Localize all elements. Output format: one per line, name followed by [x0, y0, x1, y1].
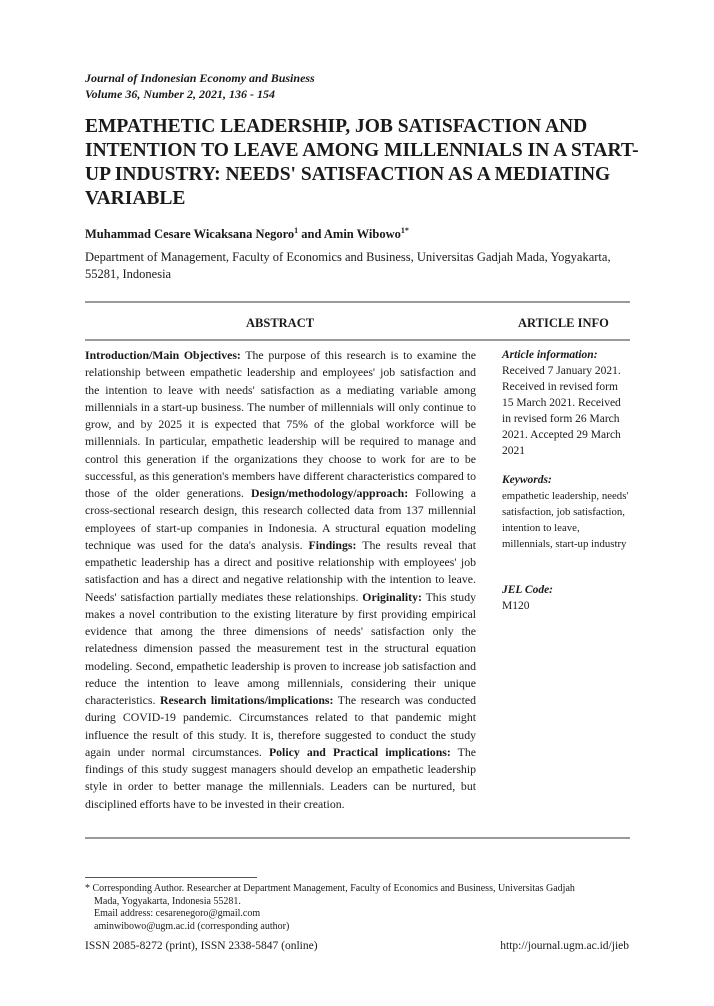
footnote [85, 883, 645, 933]
abstract-text: Following a cross-sectional research design, this research collected data from 137 millennial employees of start-up companies in Indonesia. A structural equation modeling technique was used for the data's analysis. [85, 486, 476, 552]
affiliation: Department of Management, Faculty of Economics and Business, Universitas Gadjah Mada, Yogyakarta, 55281, Indonesia [85, 250, 611, 281]
footnote-rule [85, 877, 257, 878]
abstract-text: The results reveal that empathetic leadership has a direct and positive relationship with employees' job satisfaction and has a direct and negative relationship with the intention to leave. Needs' satisfaction partially mediates these relationships. [85, 537, 476, 604]
section-divider [85, 339, 630, 341]
author-name: Muhammad Cesare Wicaksana Negoro [85, 227, 295, 242]
author-affiliation-mark: 1 [294, 226, 299, 235]
abstract-text: The purpose of this research is to examine the relationship between empathetic leadership and employees' job satisfaction and the intention to leave with needs' satisfaction as a mediating variable among millennials in a start-up business. The number of millennials will only continue to grow, and by 2025 it is expected that 75% of the global workforce will be millennials. In particular, empathetic leadership will be required to manage and control this generation if the organizations they choose to work for are to be successful, as this generation's members have different characteristics compared to those of the older generations. [85, 348, 476, 500]
abstract-label: Originality: [362, 589, 422, 604]
footnote-line: * Corresponding Author. Researcher at Department Management, Faculty of Economics and Business, Universitas Gadjah [85, 883, 575, 894]
footnote-line: Mada, Yogyakarta, Indonesia 55281. [94, 895, 241, 907]
journal-header [85, 70, 315, 102]
footnote-email: aminwibowo@ugm.ac.id (corresponding author) [94, 920, 290, 932]
abstract-label: Research limitations/implications: [160, 693, 334, 707]
footnote-email: Email address: cesarenegoro@gmail.com [94, 908, 261, 919]
article-info-heading: ARTICLE INFO [518, 316, 609, 330]
abstract-text: This study makes a novel contribution to the existing literature by first providing empirical evidence that among the three dimensions of needs' satisfaction only the relatedness dimension passed the measurement test in the structural equation modeling. Second, empathetic leadership is proven to increase job satisfaction and reduce the intention to leave among millennials, considering their unique characteristics. [85, 589, 476, 707]
author-line [85, 226, 409, 242]
abstract-label: Design/methodology/approach: [251, 486, 409, 500]
keywords-text: empathetic leadership, needs' satisfaction, job satisfaction, intention to leave, millennials, start-up industry [502, 490, 629, 550]
journal-volume: Volume 36, Number 2, 2021, 136 - 154 [85, 87, 276, 101]
abstract-label: Findings: [308, 537, 357, 552]
author-affiliation-mark: 1* [400, 226, 409, 235]
keywords-label: Keywords: [502, 474, 552, 486]
author-conjunction: and [298, 227, 324, 242]
paper-title: EMPATHETIC LEADERSHIP, JOB SATISFACTION AND INTENTION TO LEAVE AMONG MILLENNIALS IN A START-UP INDUSTRY: NEEDS' SATISFACTION AS A MEDIATING VARIABLE [85, 116, 639, 209]
keywords [502, 472, 632, 552]
abstract-label: Policy and Practical implications: [268, 744, 451, 759]
article-information-label: Article information: [502, 349, 598, 361]
article-information [502, 347, 632, 459]
jel-code [502, 582, 632, 614]
article-information-text: Received 7 January 2021. Received in revised form 15 March 2021. Received in revised form 26 March 2021. Accepted 29 March 2021 [502, 365, 621, 457]
abstract-text: The findings of this study suggest managers should develop an empathetic leadership style in order to better manage the millennials. Leaders can be nurtured, but disciplined efforts have to be invested in their creation. [85, 744, 476, 811]
jel-code-label: JEL Code: [502, 584, 553, 596]
abstract-heading: ABSTRACT [246, 316, 315, 330]
jel-code-text: M120 [502, 600, 530, 612]
journal-url[interactable]: http://journal.ugm.ac.id/jieb [500, 940, 629, 952]
abstract-body [85, 347, 476, 813]
author-name: Amin Wibowo [323, 227, 401, 242]
issn: ISSN 2085-8272 (print), ISSN 2338-5847 (online) [85, 940, 318, 952]
section-divider [85, 837, 630, 839]
abstract-text: The research was conducted during COVID-19 pandemic. Circumstances related to that pandemic might influence the result of this study. It is, therefore suggested to conduct the study again under normal circumstances. [85, 693, 476, 759]
journal-name: Journal of Indonesian Economy and Business [85, 71, 315, 85]
abstract-label: Introduction/Main Objectives: [85, 348, 241, 362]
section-divider [85, 301, 630, 303]
